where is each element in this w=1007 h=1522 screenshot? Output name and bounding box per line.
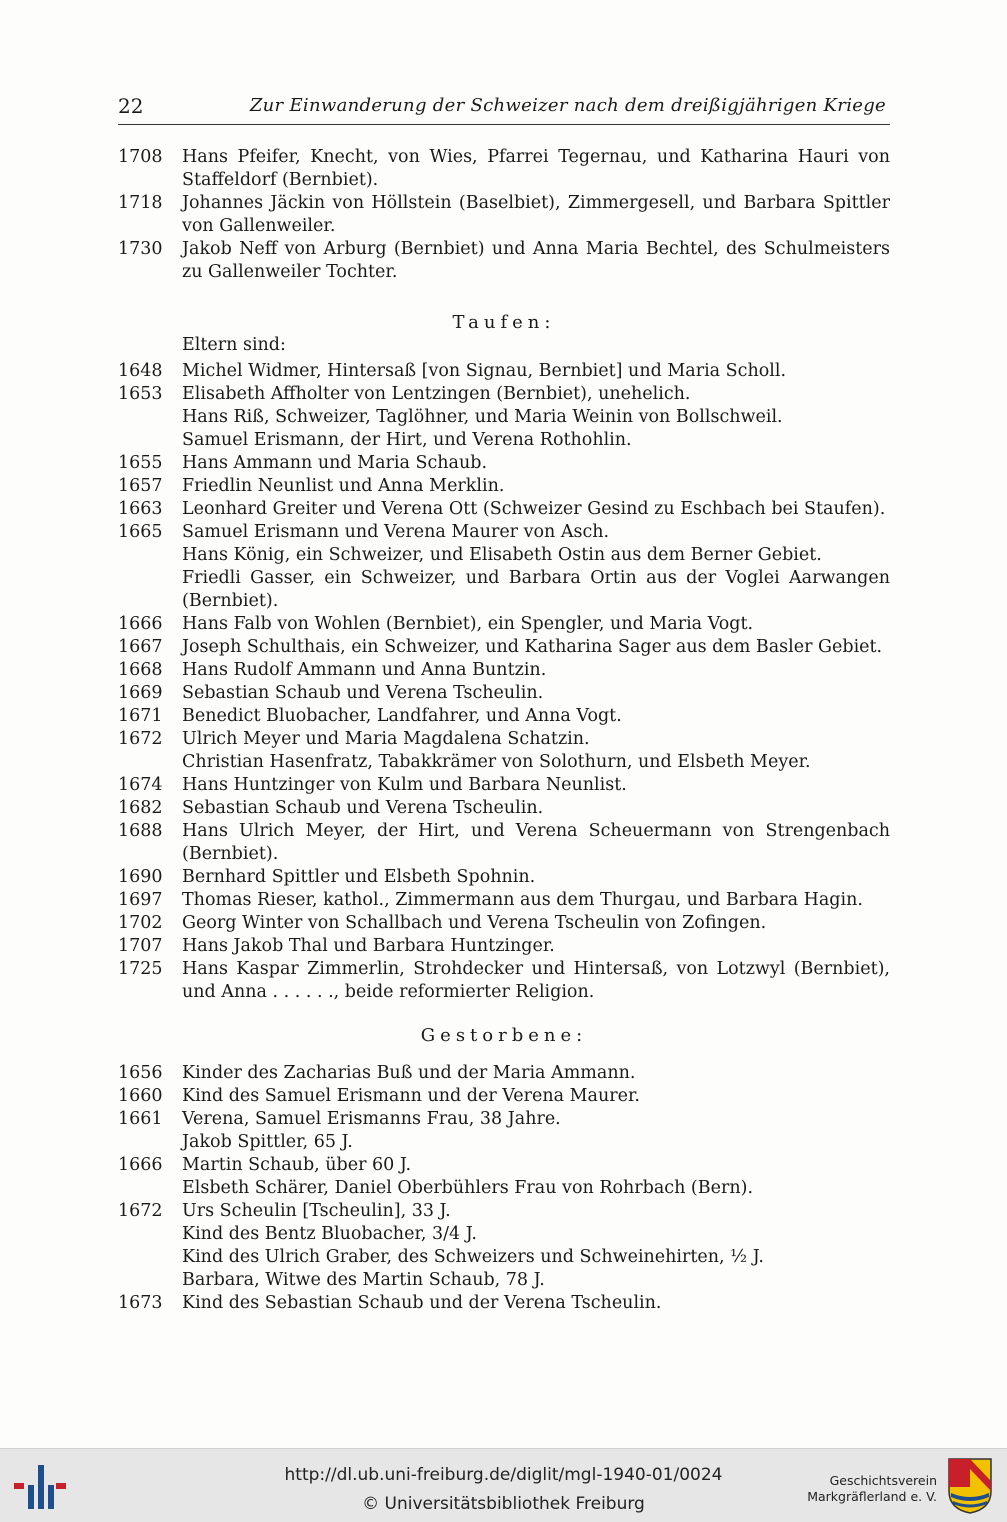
list-item: 1674 Hans Huntzinger von Kulm und Barbara Neunlist. bbox=[118, 775, 627, 795]
list-item: 1667 Joseph Schulthais, ein Schweizer, und Katharina Sager aus dem Basler Gebiet. bbox=[118, 637, 883, 657]
list-item: Friedli Gasser, ein Schweizer, und Barbara Ortin aus der Voglei Aarwangen (Bernbiet). bbox=[182, 568, 890, 611]
baptisms-subhead: Eltern sind: bbox=[182, 335, 286, 355]
list-item: 1671 Benedict Bluobacher, Landfahrer, und Anna Vogt. bbox=[118, 706, 622, 726]
coat-of-arms-icon bbox=[947, 1457, 993, 1515]
list-item: 1718 Johannes Jäckin von Höllstein (Baselbiet), Zimmergesell, und Barbara Spittler von Gallenweiler. bbox=[118, 193, 890, 236]
list-item: 1666 Hans Falb von Wohlen (Bernbiet), ein Spengler, und Maria Vogt. bbox=[118, 614, 754, 634]
list-item: 1657 Friedlin Neunlist und Anna Merklin. bbox=[118, 476, 505, 496]
list-item: 1702 Georg Winter von Schallbach und Verena Tscheulin von Zofingen. bbox=[118, 913, 767, 933]
section-title-deaths: Gestorbene: bbox=[420, 1025, 588, 1046]
list-item: Samuel Erismann, der Hirt, und Verena Rothohlin. bbox=[182, 430, 632, 450]
list-item: Hans Riß, Schweizer, Taglöhner, und Maria Weinin von Bollschweil. bbox=[182, 407, 783, 427]
list-item: 1708 Hans Pfeifer, Knecht, von Wies, Pfarrei Tegernau, und Katharina Hauri von Staffeldorf (Bernbiet). bbox=[118, 147, 890, 190]
list-item: Kind des Bentz Bluobacher, 3/4 J. bbox=[182, 1224, 477, 1244]
list-item: 1666 Martin Schaub, über 60 J. bbox=[118, 1155, 412, 1175]
organization-line-2: Markgräflerland e. V. bbox=[807, 1489, 937, 1504]
list-item: 1660 Kind des Samuel Erismann und der Verena Maurer. bbox=[118, 1086, 640, 1106]
list-item: 1648 Michel Widmer, Hintersaß [von Signau, Bernbiet] und Maria Scholl. bbox=[118, 361, 787, 381]
running-title: Zur Einwanderung der Schweizer nach dem dreißigjährigen Kriege bbox=[249, 95, 886, 116]
list-item: Barbara, Witwe des Martin Schaub, 78 J. bbox=[182, 1270, 545, 1290]
deaths-list bbox=[118, 1062, 890, 1315]
list-item: 1655 Hans Ammann und Maria Schaub. bbox=[118, 453, 488, 473]
list-item: 1668 Hans Rudolf Ammann und Anna Buntzin. bbox=[118, 660, 547, 680]
list-item: 1653 Elisabeth Affholter von Lentzingen (Bernbiet), unehelich. bbox=[118, 384, 691, 404]
document-url[interactable]: http://dl.ub.uni-freiburg.de/diglit/mgl-1940-01/0024 bbox=[284, 1465, 723, 1485]
list-item: 1665 Samuel Erismann und Verena Maurer von Asch. bbox=[118, 522, 610, 542]
list-item: 1730 Jakob Neff von Arburg (Bernbiet) und Anna Maria Bechtel, des Schulmeisters zu Gallenweiler Tochter. bbox=[118, 239, 890, 282]
list-item: 1672 Ulrich Meyer und Maria Magdalena Schatzin. bbox=[118, 729, 590, 749]
list-item: 1661 Verena, Samuel Erismanns Frau, 38 Jahre. bbox=[118, 1109, 561, 1129]
organization-line-1: Geschichtsverein bbox=[829, 1473, 937, 1488]
list-item: 1697 Thomas Rieser, kathol., Zimmermann aus dem Thurgau, und Barbara Hagin. bbox=[118, 890, 863, 910]
list-item: 1663 Leonhard Greiter und Verena Ott (Schweizer Gesind zu Eschbach bei Staufen). bbox=[118, 499, 886, 519]
list-item: 1672 Urs Scheulin [Tscheulin], 33 J. bbox=[118, 1201, 451, 1221]
running-header bbox=[118, 94, 890, 125]
marriages-list bbox=[118, 146, 890, 284]
list-item: 1725 Hans Kaspar Zimmerlin, Strohdecker und Hintersaß, von Lotzwyl (Bernbiet), und Anna . . . . . ., beide reformierter Religion. bbox=[118, 959, 890, 1002]
list-item: 1673 Kind des Sebastian Schaub und der Verena Tscheulin. bbox=[118, 1293, 662, 1313]
list-item: Elsbeth Schärer, Daniel Oberbühlers Frau von Rohrbach (Bern). bbox=[182, 1178, 754, 1198]
list-item: 1669 Sebastian Schaub und Verena Tscheulin. bbox=[118, 683, 544, 703]
list-item: 1707 Hans Jakob Thal und Barbara Huntzinger. bbox=[118, 936, 555, 956]
list-item: Jakob Spittler, 65 J. bbox=[182, 1132, 353, 1152]
page-number: 22 bbox=[118, 94, 144, 118]
list-item: 1688 Hans Ulrich Meyer, der Hirt, und Verena Scheuermann von Strengenbach (Bernbiet). bbox=[118, 821, 890, 864]
list-item: Kind des Ulrich Graber, des Schweizers und Schweinehirten, ½ J. bbox=[182, 1247, 764, 1267]
viewer-footer bbox=[0, 1448, 1007, 1522]
list-item: Christian Hasenfratz, Tabakkrämer von Solothurn, und Elsbeth Meyer. bbox=[182, 752, 811, 772]
copyright-text: © Universitätsbibliothek Freiburg bbox=[362, 1494, 645, 1514]
organization-name bbox=[807, 1473, 937, 1505]
list-item: Hans König, ein Schweizer, und Elisabeth Ostin aus dem Berner Gebiet. bbox=[182, 545, 822, 565]
list-item: 1656 Kinder des Zacharias Buß und der Maria Ammann. bbox=[118, 1063, 636, 1083]
list-item: 1682 Sebastian Schaub und Verena Tscheulin. bbox=[118, 798, 544, 818]
section-title-baptisms: Taufen: bbox=[452, 312, 556, 333]
baptisms-list bbox=[118, 360, 890, 1004]
list-item: 1690 Bernhard Spittler und Elsbeth Spohnin. bbox=[118, 867, 536, 887]
